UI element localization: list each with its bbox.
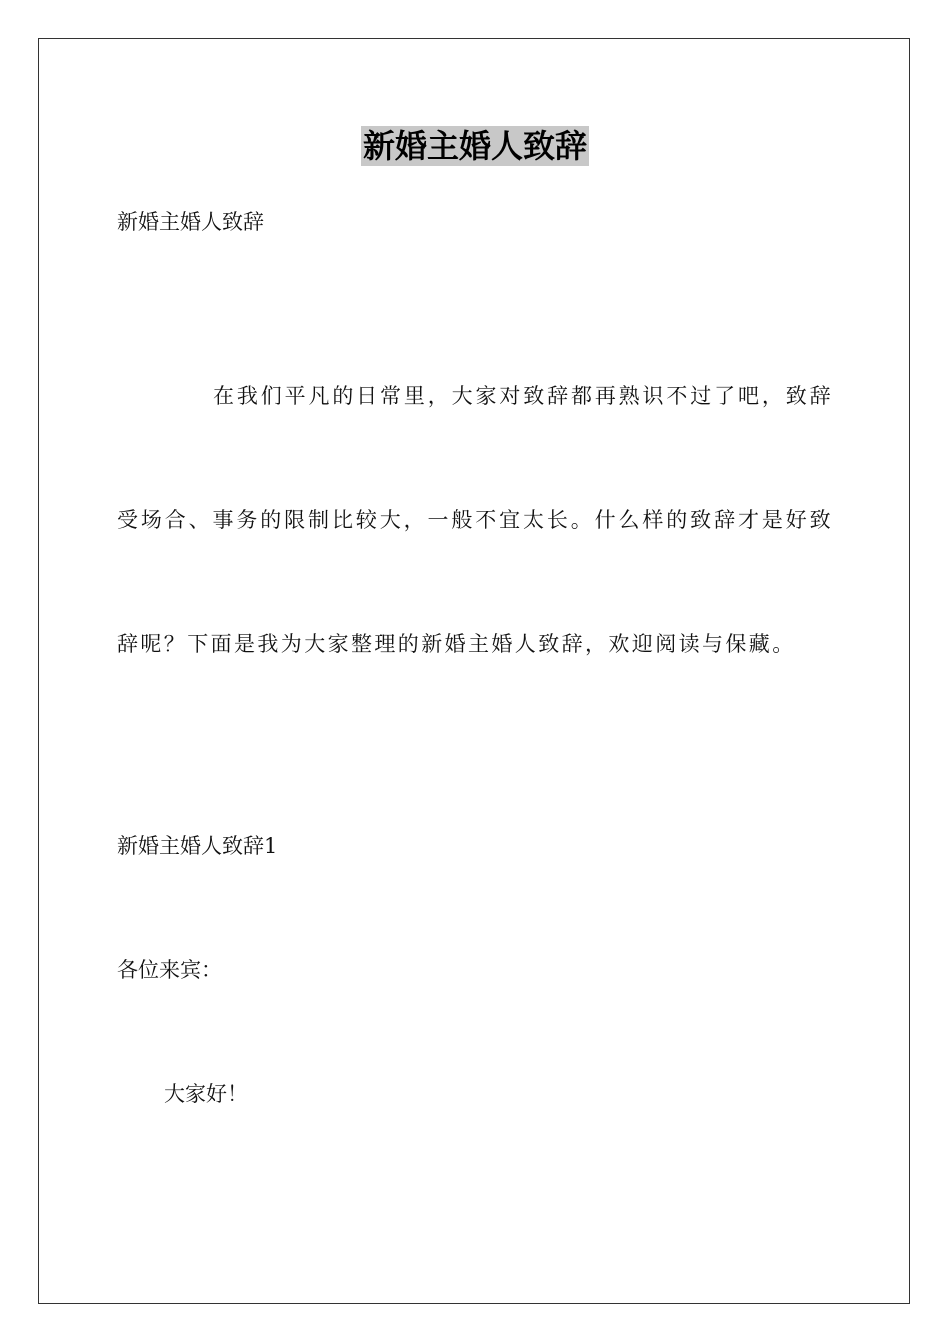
- salutation: 各位来宾：: [117, 958, 222, 982]
- section-heading: 新婚主婚人致辞1: [117, 834, 278, 858]
- document-title-text: 新婚主婚人致辞: [362, 127, 587, 165]
- document-subtitle: 新婚主婚人致辞: [117, 210, 264, 234]
- greeting: 大家好！: [164, 1082, 248, 1106]
- intro-paragraph: 在我们平凡的日常里，大家对致辞都再熟识不过了吧，致辞受场合、事务的限制比较大，一般不宜太长。什么样的致辞才是好致辞呢？下面是我为大家整理的新婚主婚人致辞，欢迎阅读与保藏。: [117, 384, 833, 656]
- document-title: [0, 126, 950, 166]
